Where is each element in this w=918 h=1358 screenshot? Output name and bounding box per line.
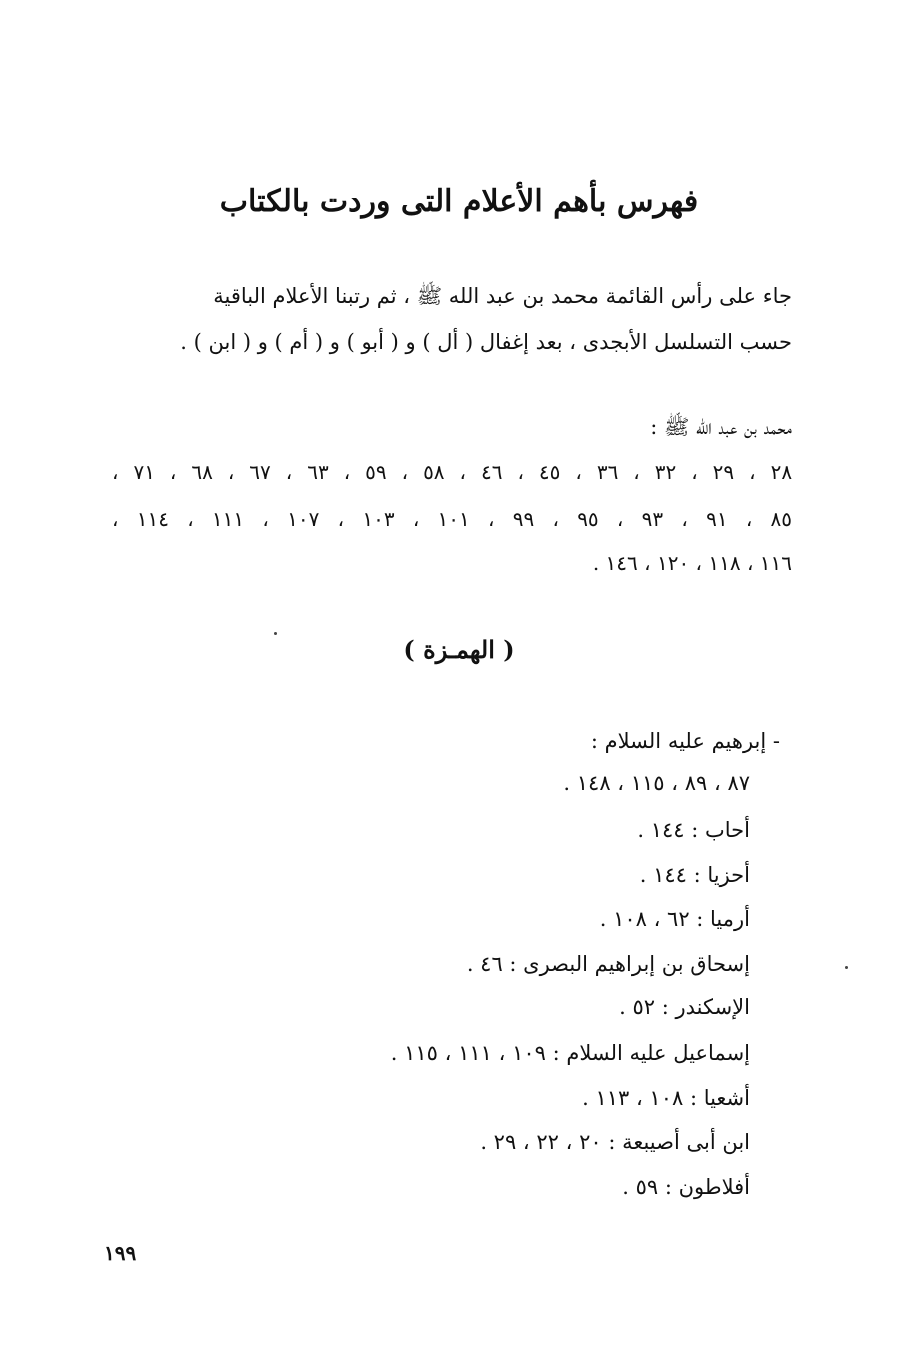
prophet-pages-line-1: ٢٨ ، ٢٩ ، ٣٢ ، ٣٦ ، ٤٥ ، ٤٦ ، ٥٨ ، ٥٩ ، ٦٣ ، ٦٧ ، ٦٨ ، ٧١ ، (112, 460, 793, 484)
index-entry: أرميا : ٦٢ ، ١٠٨ . (599, 907, 750, 931)
section-heading-hamza: ( الهمـزة ) (403, 635, 515, 664)
index-entry: ابن أبى أصيبعة : ٢٠ ، ٢٢ ، ٢٩ . (480, 1130, 750, 1154)
page-number: ١٩٩ (104, 1241, 137, 1265)
prophet-entry-heading: محمد بن عبد الله ﷺ : (650, 415, 792, 439)
index-entry: أحزيا : ١٤٤ . (639, 863, 750, 887)
stray-dot-mark (845, 966, 848, 969)
index-entry: أحاب : ١٤٤ . (637, 818, 750, 842)
index-entry: أفلاطون : ٥٩ . (622, 1175, 750, 1199)
prophet-pages-line-3: ١١٦ ، ١١٨ ، ١٢٠ ، ١٤٦ . (592, 551, 792, 575)
index-entry-pages: ٨٧ ، ٨٩ ، ١١٥ ، ١٤٨ . (563, 771, 750, 795)
index-entry: - إبرهيم عليه السلام : (590, 729, 780, 753)
index-entry: إسحاق بن إبراهيم البصرى : ٤٦ . (466, 952, 750, 976)
intro-line-2: حسب التسلسل الأبجدى ، بعد إغفال ( أل ) و ( أبو ) و ( أم ) و ( ابن ) . (180, 330, 792, 354)
index-entry: الإسكندر : ٥٢ . (619, 995, 750, 1019)
index-entry: إسماعيل عليه السلام : ١٠٩ ، ١١١ ، ١١٥ . (390, 1041, 750, 1065)
prophet-pages-line-2: ٨٥ ، ٩١ ، ٩٣ ، ٩٥ ، ٩٩ ، ١٠١ ، ١٠٣ ، ١٠٧ ، ١١١ ، ١١٤ ، (112, 507, 793, 531)
index-entry: أشعيا : ١٠٨ ، ١١٣ . (582, 1086, 750, 1110)
intro-line-1: جاء على رأس القائمة محمد بن عبد الله ﷺ ، ثم رتبنا الأعلام الباقية (213, 284, 792, 308)
page-title: فهرس بأهم الأعلام التى وردت بالكتاب (219, 184, 699, 219)
